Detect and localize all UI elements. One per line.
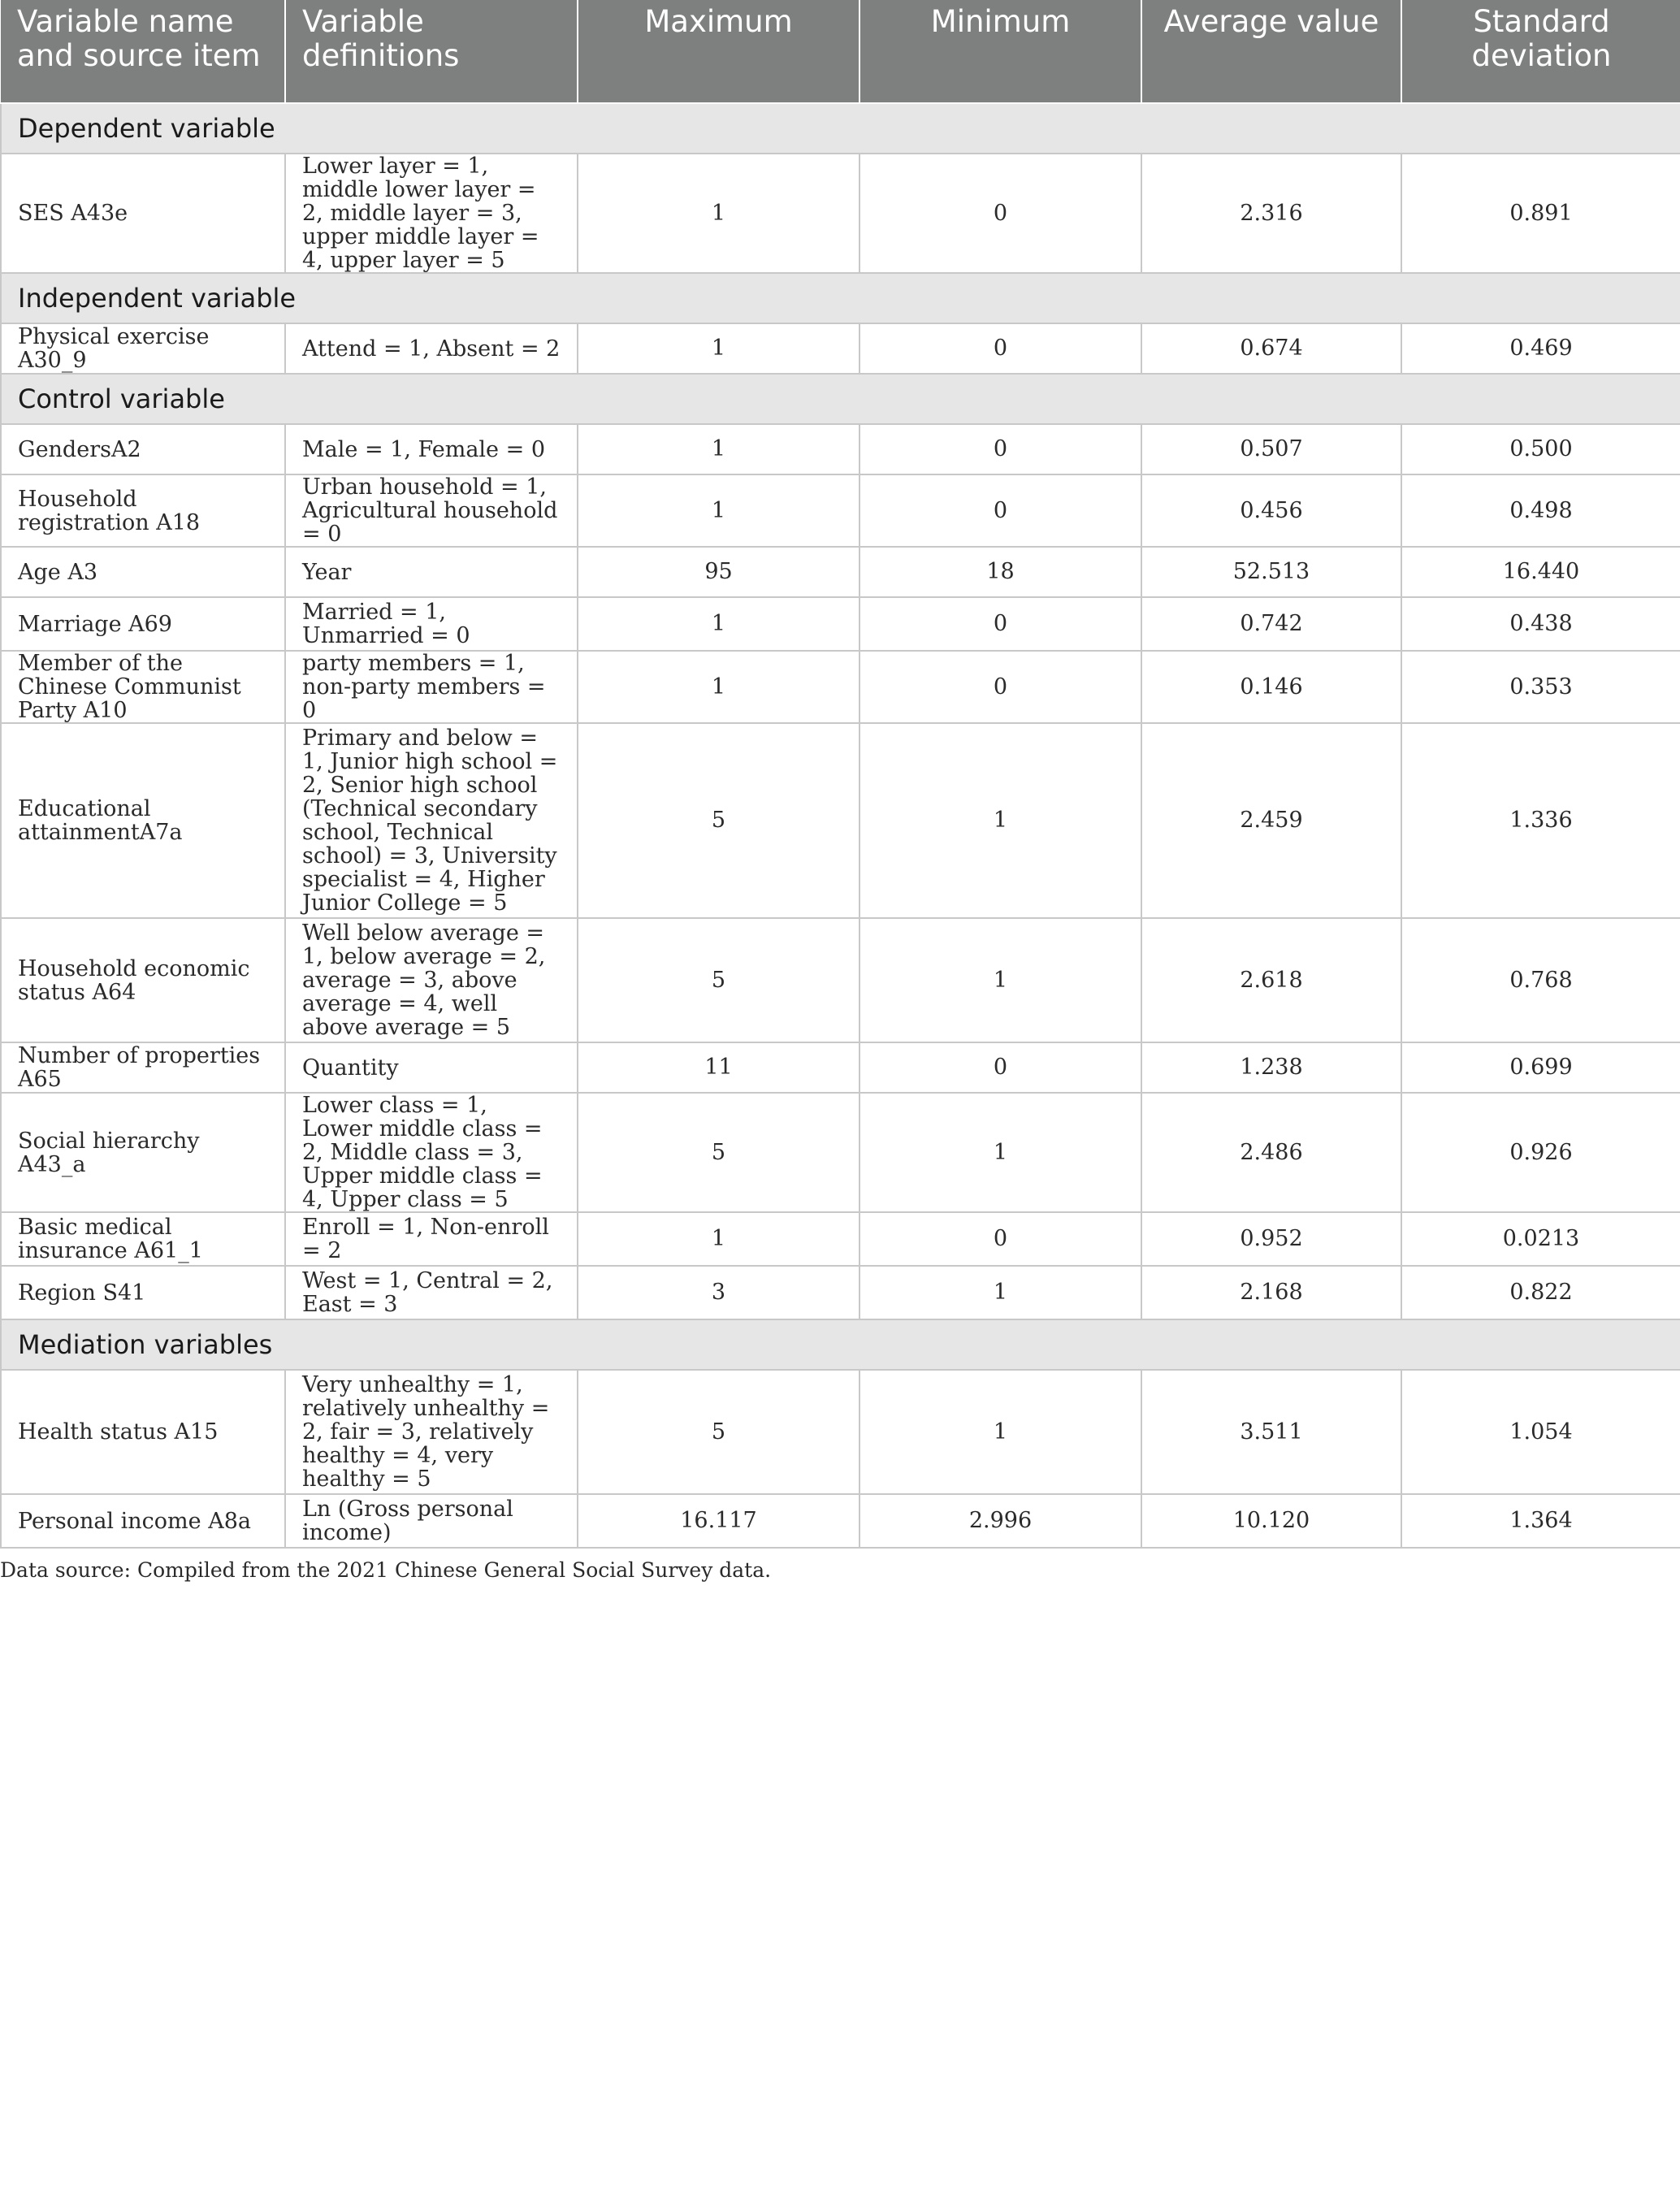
table-row <box>1 474 1680 547</box>
standard-deviation-cell: 0.353 <box>1401 651 1680 723</box>
maximum-cell: 1 <box>578 1212 859 1266</box>
minimum-cell: 1 <box>859 1370 1141 1494</box>
standard-deviation-cell: 1.364 <box>1401 1494 1680 1548</box>
header-average-value: Average value <box>1141 0 1401 103</box>
maximum-cell: 1 <box>578 651 859 723</box>
standard-deviation-cell: 0.438 <box>1401 597 1680 651</box>
variable-definition-cell: Attend = 1, Absent = 2 <box>285 323 578 374</box>
table-row <box>1 323 1680 374</box>
variable-name-cell: Personal income A8a <box>1 1494 285 1548</box>
maximum-cell: 16.117 <box>578 1494 859 1548</box>
header-variable-name: Variable name and source item <box>1 0 285 103</box>
maximum-cell: 1 <box>578 323 859 374</box>
minimum-cell: 18 <box>859 547 1141 597</box>
variable-name-cell: Marriage A69 <box>1 597 285 651</box>
minimum-cell: 1 <box>859 1093 1141 1212</box>
variable-definition-cell: Urban household = 1, Agricultural household = 0 <box>285 474 578 547</box>
minimum-cell: 0 <box>859 651 1141 723</box>
minimum-cell: 0 <box>859 424 1141 474</box>
variable-definition-cell: Year <box>285 547 578 597</box>
maximum-cell: 1 <box>578 154 859 273</box>
standard-deviation-cell: 1.336 <box>1401 723 1680 918</box>
average-value-cell: 1.238 <box>1141 1042 1401 1093</box>
header-variable-definitions: Variable definitions <box>285 0 578 103</box>
section-header-row <box>1 103 1680 154</box>
table-row <box>1 723 1680 918</box>
minimum-cell: 0 <box>859 323 1141 374</box>
average-value-cell: 0.952 <box>1141 1212 1401 1266</box>
variable-name-cell: Educational attainmentA7a <box>1 723 285 918</box>
section-title: Dependent variable <box>1 103 1680 154</box>
table-row <box>1 597 1680 651</box>
average-value-cell: 2.618 <box>1141 918 1401 1042</box>
variable-name-cell: Social hierarchy A43_a <box>1 1093 285 1212</box>
average-value-cell: 3.511 <box>1141 1370 1401 1494</box>
table-row <box>1 1370 1680 1494</box>
minimum-cell: 0 <box>859 474 1141 547</box>
variable-definition-cell: Ln (Gross personal income) <box>285 1494 578 1548</box>
variable-definition-cell: party members = 1, non-party members = 0 <box>285 651 578 723</box>
maximum-cell: 11 <box>578 1042 859 1093</box>
average-value-cell: 0.146 <box>1141 651 1401 723</box>
header-row <box>1 0 1680 103</box>
variable-name-cell: SES A43e <box>1 154 285 273</box>
variable-definition-cell: Primary and below = 1, Junior high school = 2, Senior high school (Technical secondary school, Technical school) = 3, University specialist = 4, Higher Junior College = 5 <box>285 723 578 918</box>
maximum-cell: 1 <box>578 597 859 651</box>
standard-deviation-cell: 0.768 <box>1401 918 1680 1042</box>
variable-definition-cell: Quantity <box>285 1042 578 1093</box>
maximum-cell: 1 <box>578 474 859 547</box>
minimum-cell: 0 <box>859 1212 1141 1266</box>
section-header-row <box>1 273 1680 323</box>
variable-name-cell: GendersA2 <box>1 424 285 474</box>
table-row <box>1 1212 1680 1266</box>
maximum-cell: 95 <box>578 547 859 597</box>
standard-deviation-cell: 0.699 <box>1401 1042 1680 1093</box>
maximum-cell: 1 <box>578 424 859 474</box>
variable-definition-cell: Lower class = 1, Lower middle class = 2, Middle class = 3, Upper middle class = 4, Upper class = 5 <box>285 1093 578 1212</box>
average-value-cell: 2.316 <box>1141 154 1401 273</box>
section-title: Independent variable <box>1 273 1680 323</box>
section-header-row <box>1 374 1680 424</box>
table-row <box>1 1494 1680 1548</box>
section-header-row <box>1 1319 1680 1370</box>
variable-name-cell: Household economic status A64 <box>1 918 285 1042</box>
average-value-cell: 0.507 <box>1141 424 1401 474</box>
standard-deviation-cell: 16.440 <box>1401 547 1680 597</box>
table-row <box>1 424 1680 474</box>
maximum-cell: 5 <box>578 1093 859 1212</box>
table-row <box>1 1266 1680 1319</box>
header-minimum: Minimum <box>859 0 1141 103</box>
standard-deviation-cell: 0.0213 <box>1401 1212 1680 1266</box>
average-value-cell: 10.120 <box>1141 1494 1401 1548</box>
maximum-cell: 3 <box>578 1266 859 1319</box>
variable-name-cell: Physical exercise A30_9 <box>1 323 285 374</box>
standard-deviation-cell: 0.469 <box>1401 323 1680 374</box>
maximum-cell: 5 <box>578 723 859 918</box>
maximum-cell: 5 <box>578 1370 859 1494</box>
data-source-note: Data source: Compiled from the 2021 Chinese General Social Survey data. <box>0 1558 772 1582</box>
variable-definition-cell: Male = 1, Female = 0 <box>285 424 578 474</box>
minimum-cell: 0 <box>859 154 1141 273</box>
minimum-cell: 1 <box>859 1266 1141 1319</box>
header-standard-deviation: Standard deviation <box>1401 0 1680 103</box>
average-value-cell: 52.513 <box>1141 547 1401 597</box>
minimum-cell: 1 <box>859 918 1141 1042</box>
variable-definition-cell: Enroll = 1, Non-enroll = 2 <box>285 1212 578 1266</box>
table-row <box>1 918 1680 1042</box>
variable-definition-cell: West = 1, Central = 2, East = 3 <box>285 1266 578 1319</box>
table-body <box>1 103 1680 1548</box>
section-title: Mediation variables <box>1 1319 1680 1370</box>
variable-name-cell: Number of properties A65 <box>1 1042 285 1093</box>
average-value-cell: 2.168 <box>1141 1266 1401 1319</box>
average-value-cell: 0.674 <box>1141 323 1401 374</box>
variable-definition-cell: Very unhealthy = 1, relatively unhealthy = 2, fair = 3, relatively healthy = 4, very healthy = 5 <box>285 1370 578 1494</box>
table-row <box>1 651 1680 723</box>
variable-definition-cell: Lower layer = 1, middle lower layer = 2, middle layer = 3, upper middle layer = 4, upper layer = 5 <box>285 154 578 273</box>
variable-name-cell: Region S41 <box>1 1266 285 1319</box>
standard-deviation-cell: 0.822 <box>1401 1266 1680 1319</box>
average-value-cell: 2.486 <box>1141 1093 1401 1212</box>
average-value-cell: 0.456 <box>1141 474 1401 547</box>
minimum-cell: 1 <box>859 723 1141 918</box>
minimum-cell: 0 <box>859 597 1141 651</box>
variable-name-cell: Health status A15 <box>1 1370 285 1494</box>
variable-name-cell: Age A3 <box>1 547 285 597</box>
maximum-cell: 5 <box>578 918 859 1042</box>
standard-deviation-cell: 0.500 <box>1401 424 1680 474</box>
table-row <box>1 547 1680 597</box>
average-value-cell: 0.742 <box>1141 597 1401 651</box>
minimum-cell: 0 <box>859 1042 1141 1093</box>
variable-definition-cell: Married = 1, Unmarried = 0 <box>285 597 578 651</box>
standard-deviation-cell: 0.926 <box>1401 1093 1680 1212</box>
section-title: Control variable <box>1 374 1680 424</box>
table-row <box>1 154 1680 273</box>
minimum-cell: 2.996 <box>859 1494 1141 1548</box>
header-maximum: Maximum <box>578 0 859 103</box>
table-row <box>1 1093 1680 1212</box>
variable-name-cell: Member of the Chinese Communist Party A10 <box>1 651 285 723</box>
average-value-cell: 2.459 <box>1141 723 1401 918</box>
standard-deviation-cell: 0.498 <box>1401 474 1680 547</box>
variable-name-cell: Household registration A18 <box>1 474 285 547</box>
variable-definition-cell: Well below average = 1, below average = 2, average = 3, above average = 4, well above average = 5 <box>285 918 578 1042</box>
table-row <box>1 1042 1680 1093</box>
standard-deviation-cell: 0.891 <box>1401 154 1680 273</box>
standard-deviation-cell: 1.054 <box>1401 1370 1680 1494</box>
variable-name-cell: Basic medical insurance A61_1 <box>1 1212 285 1266</box>
